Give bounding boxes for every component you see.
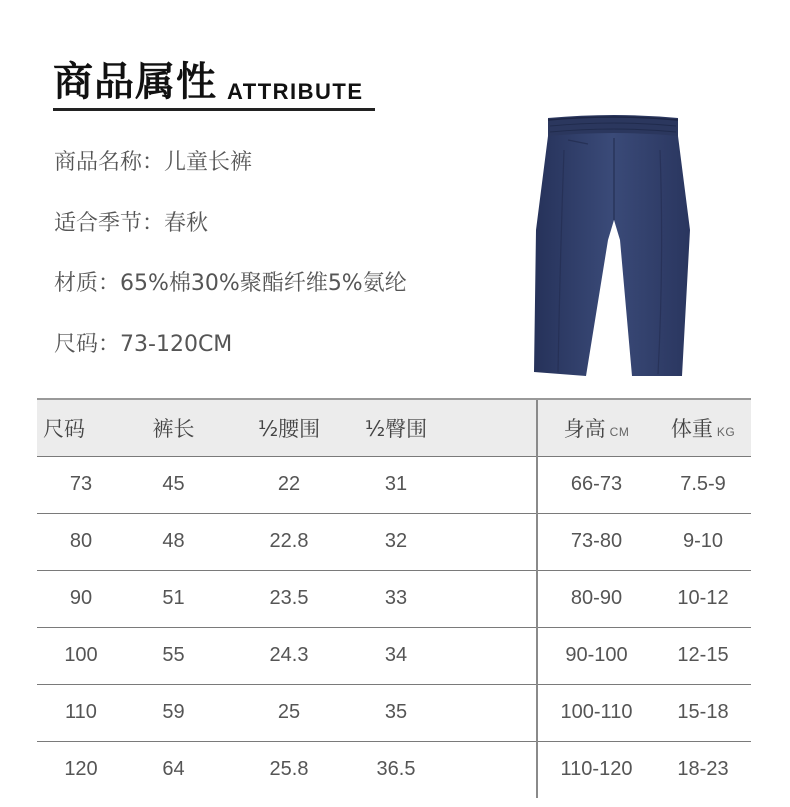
attribute-label: 适合季节：	[54, 211, 165, 236]
cell-spacer	[436, 570, 537, 627]
cell-length: 45	[125, 456, 222, 513]
size-chart-table	[37, 398, 751, 798]
table-row	[37, 741, 751, 798]
cell-size: 120	[37, 741, 125, 798]
cell-half-hip: 32	[356, 513, 436, 570]
cell-height: 90-100	[537, 627, 655, 684]
attribute-season	[54, 209, 208, 239]
header-weight	[655, 399, 751, 456]
cell-spacer	[436, 741, 537, 798]
table-row	[37, 684, 751, 741]
cell-half-hip: 35	[356, 684, 436, 741]
header-half-hip: ½臀围	[356, 399, 436, 456]
attribute-product-name	[54, 148, 252, 178]
cell-weight: 10-12	[655, 570, 751, 627]
cell-size: 90	[37, 570, 125, 627]
table-row	[37, 627, 751, 684]
cell-weight: 9-10	[655, 513, 751, 570]
attribute-value: 春秋	[164, 211, 209, 236]
cell-half-hip: 31	[356, 456, 436, 513]
header-spacer	[436, 399, 537, 456]
cell-half-waist: 25.8	[222, 741, 356, 798]
cell-weight: 15-18	[655, 684, 751, 741]
attribute-title	[53, 58, 375, 114]
attribute-label: 商品名称：	[54, 150, 165, 175]
attribute-value: 65%棉30%聚酯纤维5%氨纶	[120, 271, 407, 296]
cell-weight: 18-23	[655, 741, 751, 798]
header-half-waist: ½腰围	[222, 399, 356, 456]
header-weight-label: 体重	[670, 416, 713, 441]
cell-spacer	[436, 513, 537, 570]
cell-spacer	[436, 627, 537, 684]
attribute-size-range	[54, 330, 232, 360]
cell-size: 80	[37, 513, 125, 570]
product-pants-image	[528, 110, 703, 378]
cell-half-waist: 24.3	[222, 627, 356, 684]
cell-height: 110-120	[537, 741, 655, 798]
weight-unit: KG	[716, 424, 736, 439]
cell-size: 100	[37, 627, 125, 684]
cell-size: 73	[37, 456, 125, 513]
cell-length: 55	[125, 627, 222, 684]
cell-half-waist: 22	[222, 456, 356, 513]
cell-weight: 7.5-9	[655, 456, 751, 513]
cell-length: 64	[125, 741, 222, 798]
attribute-value: 儿童长裤	[164, 150, 253, 175]
cell-length: 51	[125, 570, 222, 627]
cell-half-waist: 22.8	[222, 513, 356, 570]
title-chinese: 商品属性	[53, 59, 217, 105]
title-english: ATTRIBUTE	[227, 79, 364, 104]
size-table-header-row	[37, 399, 751, 456]
table-row	[37, 570, 751, 627]
cell-length: 59	[125, 684, 222, 741]
attribute-value: 73-120CM	[120, 332, 233, 357]
cell-length: 48	[125, 513, 222, 570]
attribute-label: 尺码：	[54, 332, 121, 357]
cell-height: 66-73	[537, 456, 655, 513]
cell-half-hip: 36.5	[356, 741, 436, 798]
cell-weight: 12-15	[655, 627, 751, 684]
table-row	[37, 456, 751, 513]
header-height	[537, 399, 655, 456]
cell-half-hip: 33	[356, 570, 436, 627]
cell-half-waist: 23.5	[222, 570, 356, 627]
cell-height: 80-90	[537, 570, 655, 627]
header-length: 裤长	[125, 399, 222, 456]
cell-spacer	[436, 684, 537, 741]
cell-half-waist: 25	[222, 684, 356, 741]
cell-height: 73-80	[537, 513, 655, 570]
cell-height: 100-110	[537, 684, 655, 741]
header-size: 尺码	[37, 399, 125, 456]
height-unit: CM	[609, 424, 630, 439]
cell-size: 110	[37, 684, 125, 741]
table-row	[37, 513, 751, 570]
header-height-label: 身高	[563, 416, 606, 441]
cell-spacer	[436, 456, 537, 513]
attribute-material	[54, 269, 407, 299]
attribute-label: 材质：	[54, 271, 121, 296]
cell-half-hip: 34	[356, 627, 436, 684]
title-underline	[53, 108, 375, 111]
